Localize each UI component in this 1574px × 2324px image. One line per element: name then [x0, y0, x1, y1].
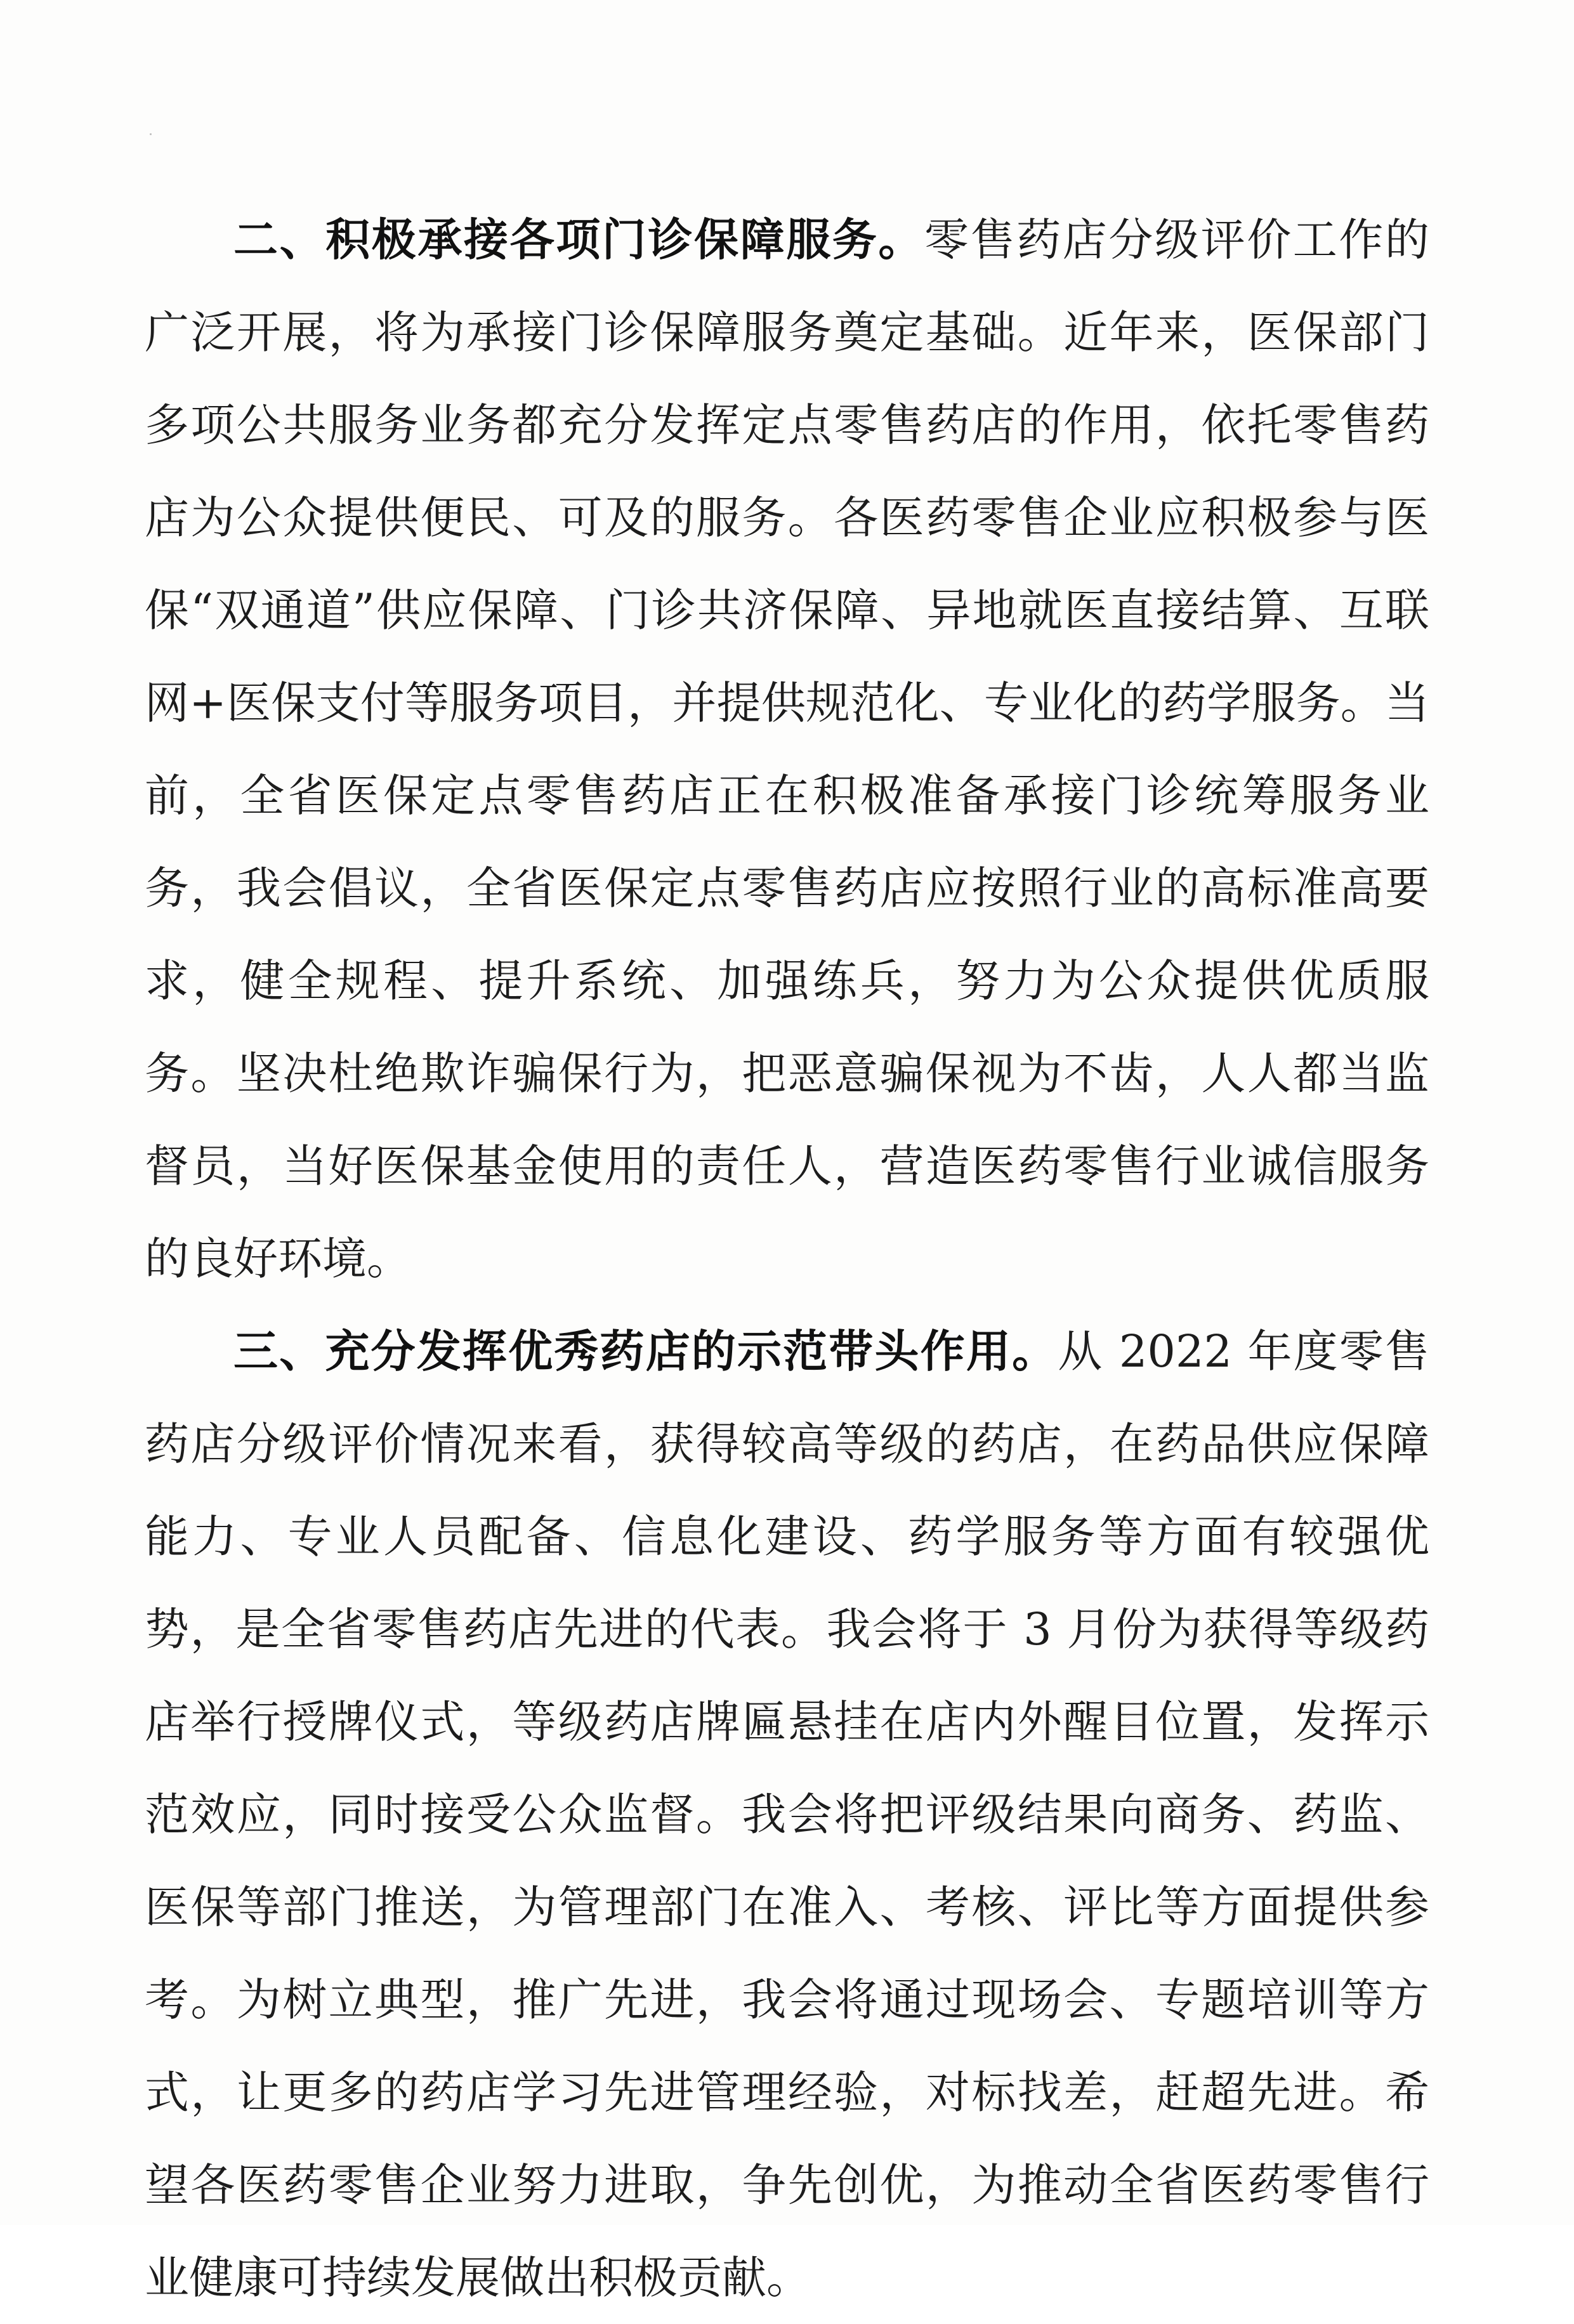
scan-speck — [150, 133, 152, 135]
paragraph-body-exemplary-pharmacies: 从 2022 年度零售药店分级评价情况来看，获得较高等级的药店，在药品供应保障能力、专业人员配备、信息化建设、药学服务等方面有较强优势，是全省零售药店先进的代表。我会将于 3 月份为获得等级药店举行授牌仪式，等级药店牌匾悬挂在店内外醒目位置，发挥示范效应，同时接受公众监督。我会将把评级结果向商务、药监、医保等部门推送，为管理部门在准入、考核、评比等方面提供参考。为树立典型，推广先进，我会将通过现场会、专题培训等方式，让更多的药店学习先进管理经验，对标找差，赶超先进。希望各医药零售企业努力进取，争先创优，为推动全省医药零售行业健康可持续发展做出积极贡献。 — [145, 1325, 1429, 2304]
section-heading-exemplary-pharmacies: 三、充分发挥优秀药店的示范带头作用。 — [233, 1325, 1058, 1377]
paragraph-body-outpatient-services: 零售药店分级评价工作的广泛开展，将为承接门诊保障服务奠定基础。近年来，医保部门多项公共服务业务都充分发挥定点零售药店的作用，依托零售药店为公众提供便民、可及的服务。各医药零售企业应积极参与医保“双通道”供应保障、门诊共济保障、异地就医直接结算、互联网+医保支付等服务项目，并提供规范化、专业化的药学服务。当前，全省医保定点零售药店正在积极准备承接门诊统筹服务业务，我会倡议，全省医保定点零售药店应按照行业的高标准高要求，健全规程、提升系统、加强练兵，努力为公众提供优质服务。坚决杜绝欺诈骗保行为，把恶意骗保视为不齿，人人都当监督员，当好医保基金使用的责任人，营造医药零售行业诚信服务的良好环境。 — [145, 214, 1429, 1285]
section-heading-outpatient-services: 二、积极承接各项门诊保障服务。 — [233, 214, 924, 266]
document-body — [145, 194, 1429, 2324]
paragraph-outpatient-services — [145, 194, 1429, 1305]
paragraph-exemplary-pharmacies — [145, 1305, 1429, 2324]
